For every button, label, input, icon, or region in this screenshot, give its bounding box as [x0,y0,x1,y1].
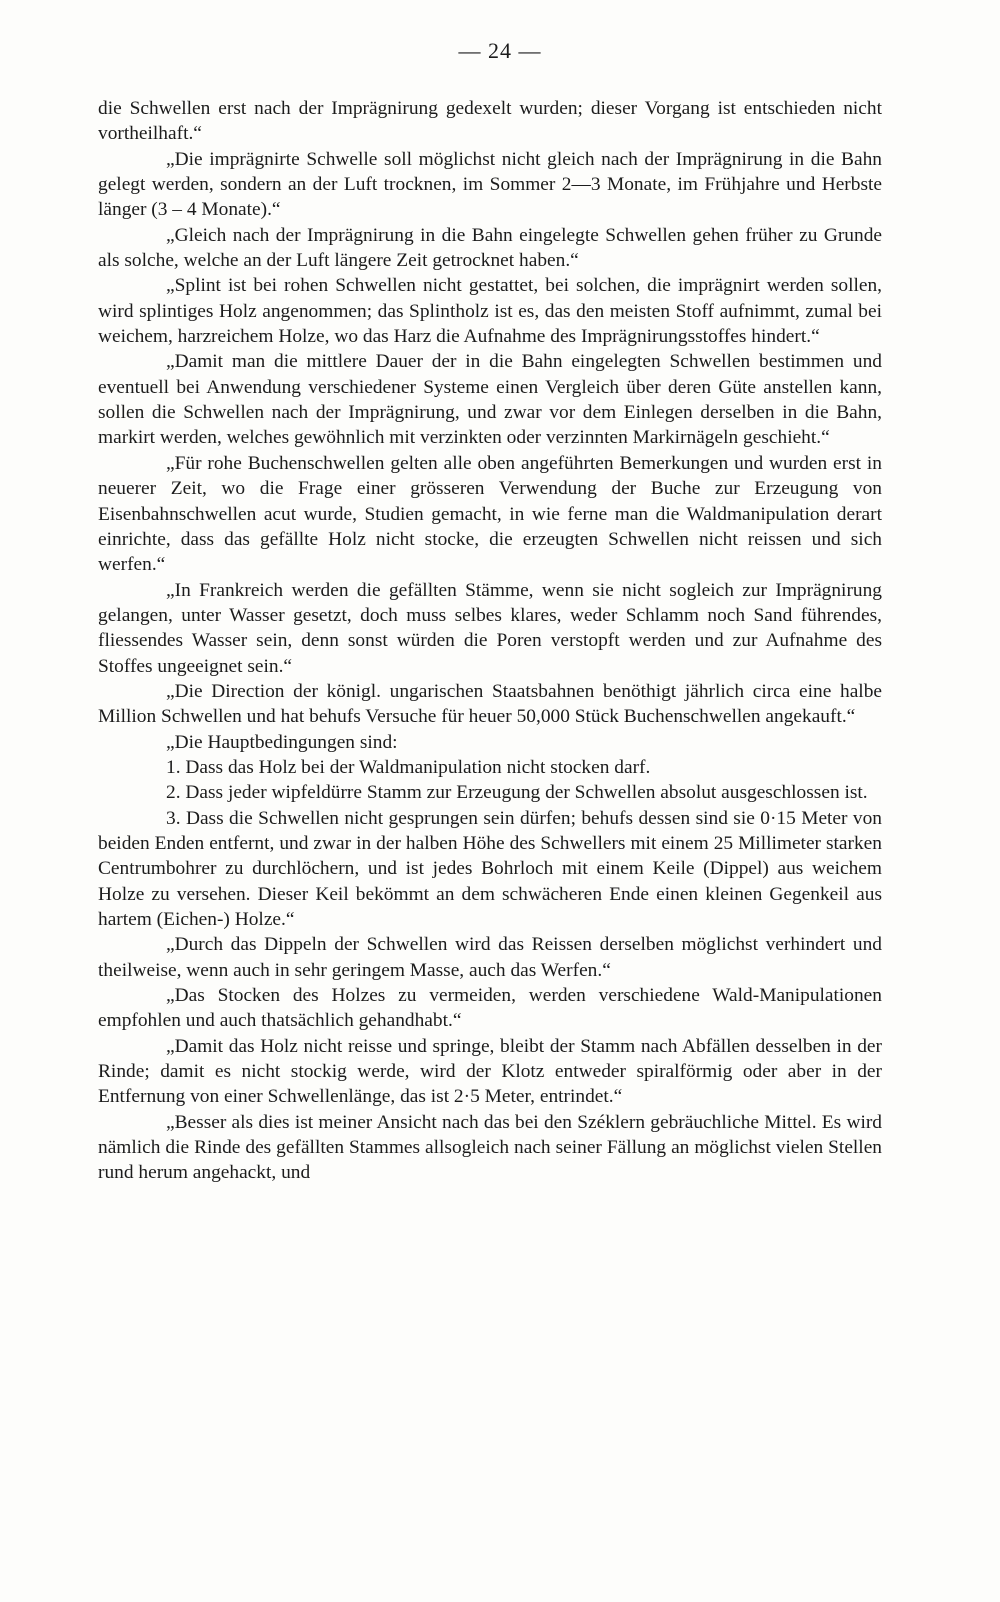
list-item: 1. Dass das Holz bei der Waldmanipulation nicht stocken darf. [166,756,651,778]
paragraph: „Gleich nach der Imprägnirung in die Bahn eingelegte Schwellen gehen früher zu Grunde als solche, welche an der Luft längere Zeit getrocknet haben.“ [98,224,882,272]
body-text [98,96,882,1186]
paragraph: „Die Direction der königl. ungarischen Staatsbahnen benöthigt jährlich circa eine halbe Million Schwellen und hat behufs Versuche für heuer 50,000 Stück Buchenschwellen angekauft.“ [98,680,882,728]
paragraph: „Durch das Dippeln der Schwellen wird das Reissen derselben möglichst verhindert und theilweise, wenn auch in sehr geringem Masse, auch das Werfen.“ [98,934,882,981]
list-item: 3. Dass die Schwellen nicht gesprungen sein dürfen; behufs dessen sind sie 0·15 Meter von beiden Enden entfernt, und zwar in der halben Höhe des Schwellers mit einem 25 Millimeter starken Centrumbohrer zu durchlöchern, und ist jedes Bohrloch mit einem Keile (Dippel) aus weichem Holze zu versehen. Dieser Keil bekömmt an dem schwächeren Ende einen kleinen Gegenkeil aus hartem (Eichen-) Holze.“ [98,807,882,930]
paragraph: „Damit man die mittlere Dauer der in die Bahn eingelegten Schwellen bestimmen und eventuell bei Anwendung verschiedener Systeme einen Vergleich über deren Güte anstellen kann, sollen die Schwellen nach der Imprägnirung, und zwar vor dem Einlegen derselben in die Bahn, markirt werden, welches gewöhnlich mit verzinkten oder verzinnten Markirnägeln geschieht.“ [98,351,882,449]
paragraph: „Das Stocken des Holzes zu vermeiden, werden verschiedene Wald-Manipulationen empfohlen und auch thatsächlich gehandhabt.“ [98,985,882,1032]
paragraph: „Die Hauptbedingungen sind: [166,731,398,753]
page-number: — 24 — [458,38,542,63]
paragraph: „Splint ist bei rohen Schwellen nicht gestattet, bei solchen, die imprägnirt werden sollen, wird splintiges Holz angenommen; das Splintholz ist es, das den meisten Stoff aufnimmt, zumal bei weichem, harzreichem Holze, wo das Harz die Aufnahme des Imprägnirungsstoffes hindert.“ [98,275,882,348]
list-item: 2. Dass jeder wipfeldürre Stamm zur Erzeugung der Schwellen absolut ausgeschlossen ist. [166,782,868,804]
paragraph: „In Frankreich werden die gefällten Stämme, wenn sie nicht sogleich zur Imprägnirung gelangen, unter Wasser gesetzt, doch muss selbes klares, weder Schlamm noch Sand führendes, fliessendes Wasser sein, denn sonst würden die Poren verstopft werden und zur Aufnahme des Stoffes ungeeignet sein.“ [98,579,882,677]
paragraph: die Schwellen erst nach der Imprägnirung gedexelt wurden; dieser Vorgang ist entschieden nicht vortheilhaft.“ [98,98,882,145]
paragraph: „Besser als dies ist meiner Ansicht nach das bei den Széklern gebräuchliche Mittel. Es wird nämlich die Rinde des gefällten Stammes allsogleich nach seiner Fällung an möglichst vielen Stellen rund herum angehackt, und [98,1111,882,1184]
paragraph: „Damit das Holz nicht reisse und springe, bleibt der Stamm nach Abfällen desselben in der Rinde; damit es nicht stockig werde, wird der Klotz entweder spiralförmig oder aber in der Entfernung von einer Schwellenlänge, das ist 2·5 Meter, entrindet.“ [98,1035,882,1108]
paragraph: „Für rohe Buchenschwellen gelten alle oben angeführten Bemerkungen und wurden erst in neuerer Zeit, wo die Frage einer grösseren Verwendung der Buche zur Erzeugung von Eisenbahnschwellen acut wurde, Studien gemacht, in wie ferne man die Waldmanipulation derart einrichte, dass das gefällte Holz nicht stocke, die erzeugten Schwellen nicht reissen und sich werfen.“ [98,452,882,576]
paragraph: „Die imprägnirte Schwelle soll möglichst nicht gleich nach der Imprägnirung in die Bahn gelegt werden, sondern an der Luft trocknen, im Sommer 2—3 Monate, im Frühjahre und Herbste länger (3 – 4 Monate).“ [98,148,882,221]
